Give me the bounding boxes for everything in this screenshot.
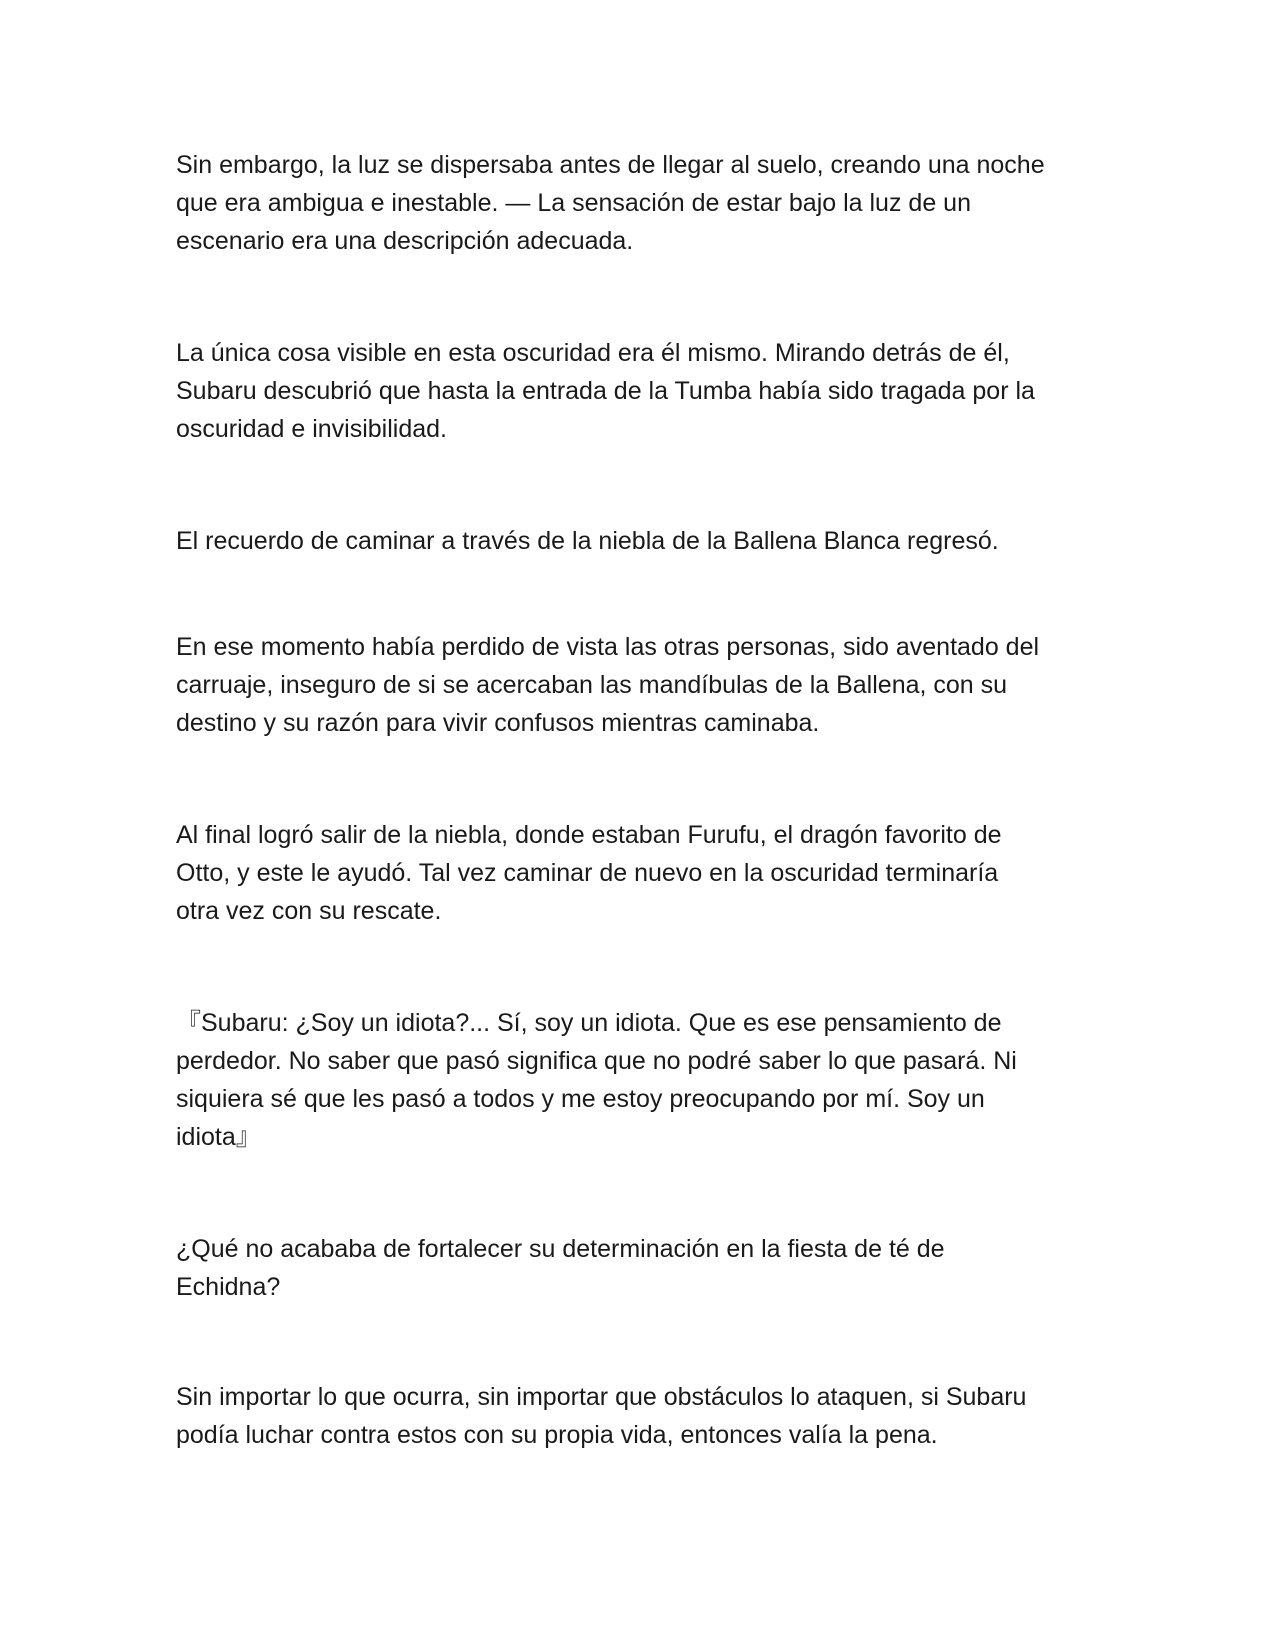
paragraph: Sin embargo, la luz se dispersaba antes de llegar al suelo, creando una noche que era ambigua e inestable. — La sensación de estar bajo la luz de un escenario era una descripción adecuada. [176,151,1045,255]
paragraph: La única cosa visible en esta oscuridad era él mismo. Mirando detrás de él, Subaru descubrió que hasta la entrada de la Tumba había sido tragada por la oscuridad e invisibilidad. [176,339,1035,443]
paragraph: ¿Qué no acababa de fortalecer su determinación en la fiesta de té de Echidna? [176,1235,945,1301]
paragraph: Sin importar lo que ocurra, sin importar que obstáculos lo ataquen, si Subaru podía luchar contra estos con su propia vida, entonces valía la pena. [176,1383,1027,1449]
dialogue-paragraph: 『Subaru: ¿Soy un idiota?... Sí, soy un idiota. Que es ese pensamiento de perdedor. No saber que pasó significa que no podré saber lo que pasará. Ni siquiera sé que les pasó a todos y me estoy preocupando por mí. Soy un idiota』 [176,1009,1017,1151]
paragraph: Al final logró salir de la niebla, donde estaban Furufu, el dragón favorito de Otto, y este le ayudó. Tal vez caminar de nuevo en la oscuridad terminaría otra vez con su rescate. [176,821,1002,925]
paragraph: El recuerdo de caminar a través de la niebla de la Ballena Blanca regresó. [176,527,999,555]
paragraph: En ese momento había perdido de vista las otras personas, sido aventado del carruaje, inseguro de si se acercaban las mandíbulas de la Ballena, con su destino y su razón para vivir confusos mientras caminaba. [176,633,1040,737]
